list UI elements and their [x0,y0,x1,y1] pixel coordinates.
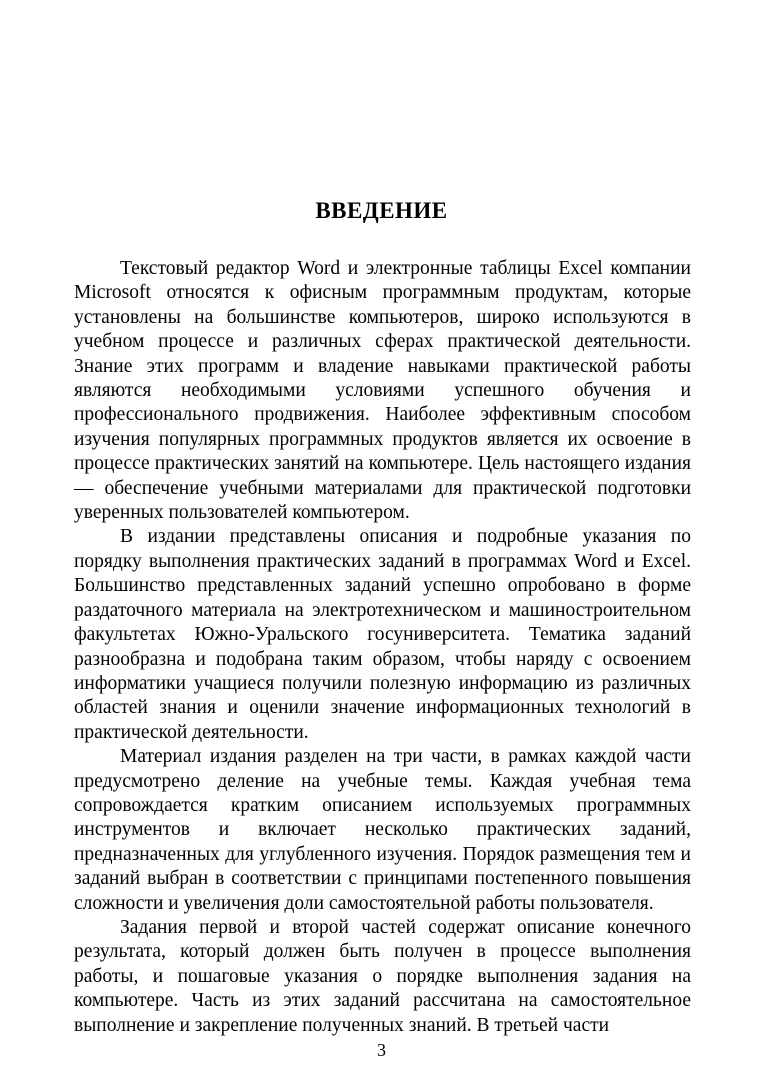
paragraph-2: В издании представлены описания и подробные указания по порядку выполнения практических заданий в программах Word и Excel. Большинство представленных заданий успешно опробовано в форме раздаточного материала на электротехническом и машиностроительном факультетах Южно-Уральского госуниверситета. Тематика заданий разнообразна и подобрана таким образом, чтобы наряду с освоением информатики учащиеся получили полезную информацию из различных областей знания и оценили значение информационных технологий в практической деятельности. [74,526,691,743]
page-number: 3 [377,1040,386,1060]
page-title: ВВЕДЕНИЕ [315,198,448,223]
paragraph-1: Текстовый редактор Word и электронные таблицы Excel компании Microsoft относятся к офисным программным продуктам, которые установлены на большинстве компьютеров, широко используются в учебном процессе и различных сферах практической деятельности. Знание этих программ и владение навыками практической работы являются необходимыми условиями успешного обучения и профессионального продвижения. Наиболее эффективным способом изучения популярных программных продуктов является их освоение в процессе практических занятий на компьютере. Цель настоящего издания — обеспечение учебными материалами для практической подготовки уверенных пользователей компьютером. [74,258,691,524]
paragraph-4: Задания первой и второй частей содержат описание конечного результата, который должен быть получен в процессе выполнения работы, и пошаговые указания о порядке выполнения задания на компьютере. Часть из этих заданий рассчитана на самостоятельное выполнение и закрепление полученных знаний. В третьей части [74,916,691,1036]
body-text [74,257,691,1038]
paragraph-3: Материал издания разделен на три части, в рамках каждой части предусмотрено деление на учебные темы. Каждая учебная тема сопровождается кратким описанием используемых программных инструментов и включает несколько практических заданий, предназначенных для углубленного изучения. Порядок размещения тем и заданий выбран в соответствии с принципами постепенного повышения сложности и увеличения доли самостоятельной работы пользователя. [74,746,691,914]
